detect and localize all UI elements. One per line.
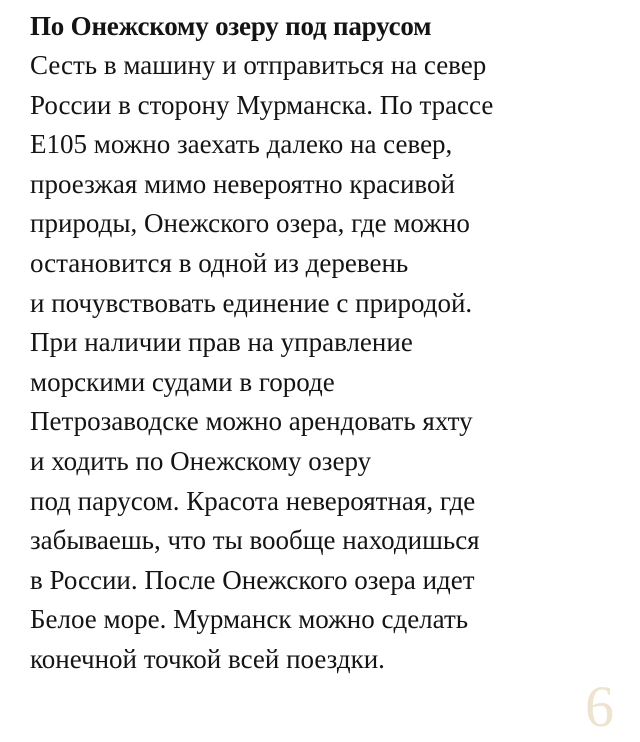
body-line: При наличии прав на управление: [30, 327, 413, 358]
body-line: в России. После Онежского озера идет: [30, 564, 475, 595]
body-line: природы, Онежского озера, где можно: [30, 208, 470, 239]
body-line: под парусом. Красота невероятная, где: [30, 485, 476, 516]
article-title: По Онежскому озеру под парусом: [30, 11, 432, 41]
body-line: России в сторону Мурманска. По трассе: [30, 89, 494, 120]
article-body: [30, 46, 614, 680]
page-number: 6: [585, 674, 614, 739]
body-line: Белое море. Мурманск можно сделать: [30, 604, 469, 635]
body-line: Е105 можно заехать далеко на север,: [30, 129, 453, 160]
body-line: забываешь, что ты вообще находишься: [30, 525, 480, 556]
body-line: Петрозаводске можно арендовать яхту: [30, 406, 473, 437]
body-line: остановится в одной из деревень: [30, 247, 409, 278]
body-line: проезжая мимо невероятно красивой: [30, 168, 455, 199]
body-line: Сесть в машину и отправиться на север: [30, 50, 487, 80]
body-line: и ходить по Онежскому озеру: [30, 445, 372, 476]
body-line: конечной точкой всей поездки.: [30, 643, 385, 674]
body-line: морскими судами в городе: [30, 366, 335, 397]
body-line: и почувствовать единение с природой.: [30, 287, 473, 318]
